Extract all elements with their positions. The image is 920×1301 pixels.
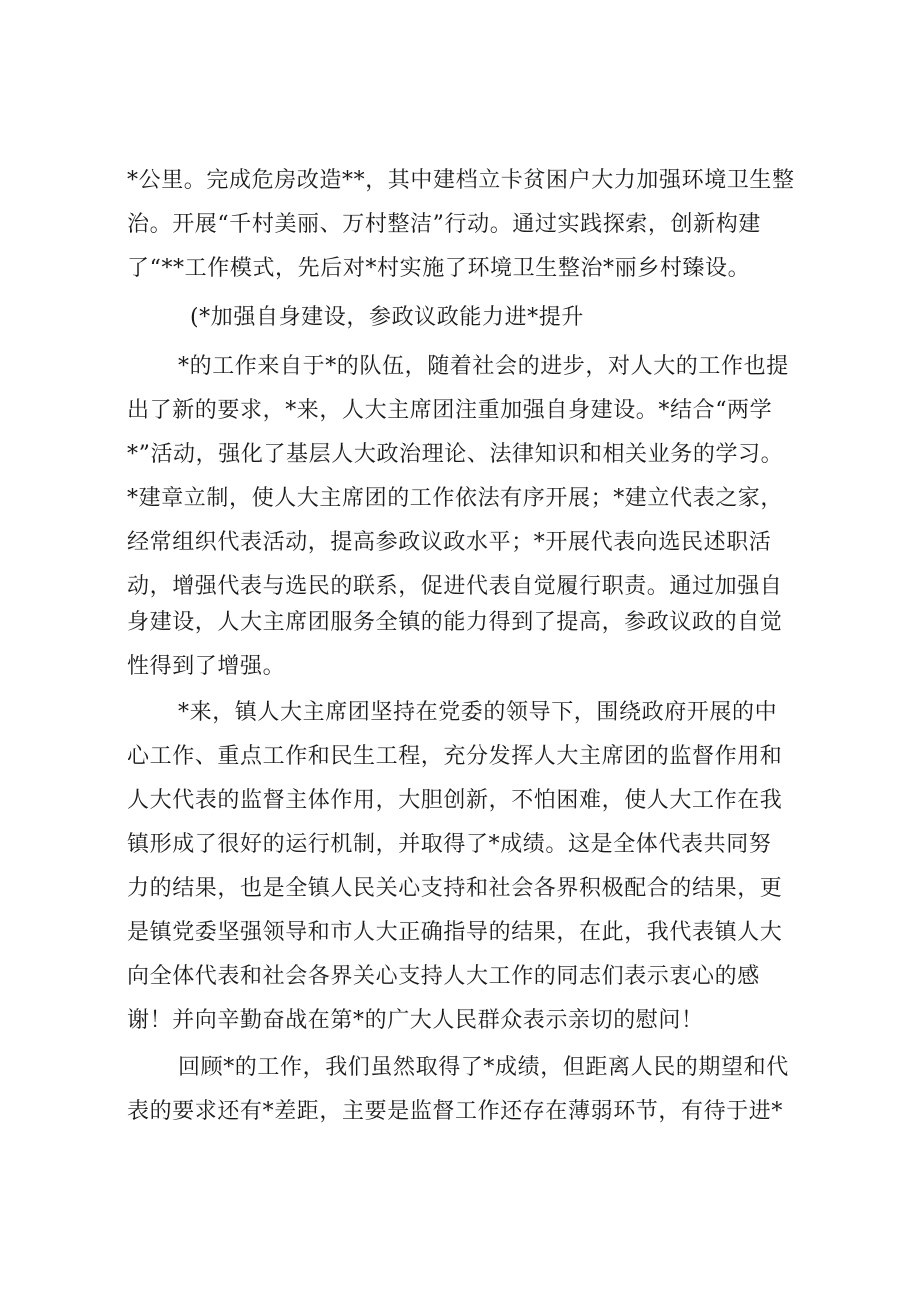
text-line: 表的要求还有*差距，主要是监督工作还存在薄弱环节，有待于进* [127,1099,784,1124]
text-line: *建章立制，使人大主席团的工作依法有序开展；*建立代表之家， [127,486,784,511]
text-line: *的工作来自于*的队伍，随着社会的进步，对人大的工作也提 [178,354,789,379]
text-line: 心工作、重点工作和民生工程，充分发挥人大主席团的监督作用和 [127,744,783,769]
text-line: *”活动，强化了基层人大政治理论、法律知识和相关业务的学习。 [127,442,784,467]
text-line: 治。开展“千村美丽、万村整洁”行动。通过实践探索，创新构建 [127,212,761,237]
text-line: 镇形成了很好的运行机制，并取得了*成绩。这是全体代表共同努 [127,832,772,857]
section-heading: (*加强自身建设，参政议政能力进*提升 [190,305,584,330]
text-line: 了“**工作模式，先后对*村实施了环境卫生整治*丽乡村臻设。 [127,256,751,281]
text-line: 身建设，人大主席团服务全镇的能力得到了提高，参政议政的自觉 [127,610,783,635]
text-line: 谢！并向辛勤奋战在第*的广大人民群众表示亲切的慰问！ [127,1008,704,1033]
text-line: 人大代表的监督主体作用，大胆创新，不怕困难，使人大工作在我 [127,788,783,813]
text-line: 经常组织代表活动，提高参政议政水平；*开展代表向选民述职活 [127,530,772,555]
text-line: 动，增强代表与选民的联系，促进代表自觉履行职责。通过加强自 [127,574,783,599]
text-line: 向全体代表和社会各界关心支持人大工作的同志们表示衷心的感 [127,964,760,989]
text-line: 性得到了增强。 [127,654,286,679]
text-line: 是镇党委坚强领导和市人大正确指导的结果，在此，我代表镇人大 [127,920,783,945]
text-line: 回顾*的工作，我们虽然取得了*成绩，但距离人民的期望和代 [178,1055,789,1080]
text-line: 出了新的要求，*来，人大主席团注重加强自身建设。*结合“两学 [127,398,773,423]
text-line: *公里。完成危房改造**，其中建档立卡贫困户大力加强环境卫生整 [127,168,795,193]
text-line: *来，镇人大主席团坚持在党委的领导下，围绕政府开展的中 [178,700,778,725]
text-line: 力的结果，也是全镇人民关心支持和社会各界积极配合的结果，更 [127,876,783,901]
